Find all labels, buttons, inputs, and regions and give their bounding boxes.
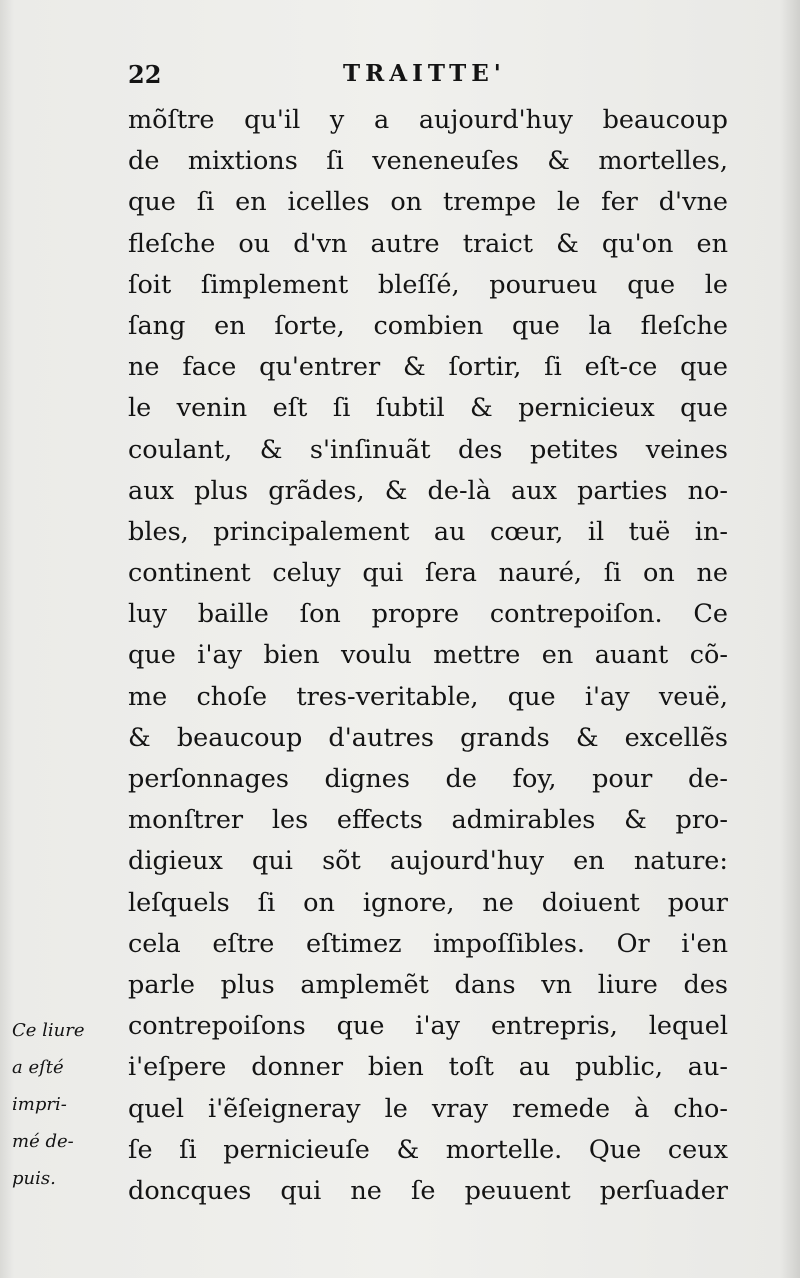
text-line: quel i'ẽſeigneray le vray remede à cho- bbox=[128, 1093, 728, 1124]
text-line: & beaucoup d'autres grands & excellẽs bbox=[128, 722, 728, 753]
text-line: ſoit ſimplement bleſſé, pourueu que le bbox=[128, 269, 728, 300]
text-line: monſtrer les effects admirables & pro- bbox=[128, 805, 728, 836]
text-line: i'eſpere donner bien toſt au public, au- bbox=[128, 1052, 728, 1083]
text-line: parle plus amplemẽt dans vn liure des bbox=[128, 969, 728, 1000]
page-header bbox=[128, 60, 728, 100]
marginal-note-line: mé de- bbox=[12, 1131, 74, 1152]
text-line: digieux qui sõt aujourd'huy en nature: bbox=[128, 846, 728, 877]
marginal-note-line: Ce liure bbox=[12, 1020, 85, 1041]
text-line: que ſi en icelles on trempe le fer d'vne bbox=[128, 187, 728, 218]
text-line: le venin eſt ſi ſubtil & pernicieux que bbox=[128, 393, 728, 424]
text-line: que i'ay bien voulu mettre en auant cõ- bbox=[128, 640, 728, 671]
text-line: me choſe tres-veritable, que i'ay veuë, bbox=[128, 681, 728, 712]
running-head: TRAITTE' bbox=[343, 60, 506, 87]
text-line: doncques qui ne ſe peuuent perſuader bbox=[128, 1175, 728, 1206]
text-line: coulant, & s'inſinuãt des petites veines bbox=[128, 434, 728, 465]
text-line: ſang en ſorte, combien que la fleſche bbox=[128, 310, 728, 341]
text-line: continent celuy qui ſera nauré, ſi on ne bbox=[128, 558, 728, 589]
text-line: bles, principalement au cœur, il tuë in- bbox=[128, 516, 728, 547]
text-line: leſquels ſi on ignore, ne doiuent pour bbox=[128, 887, 728, 918]
text-line: luy baille ſon propre contrepoiſon. Ce bbox=[128, 599, 728, 630]
text-line: ne face qu'entrer & ſortir, ſi eſt-ce que bbox=[128, 352, 728, 383]
text-line: de mixtions ſi veneneuſes & mortelles, bbox=[128, 146, 728, 177]
text-line: fleſche ou d'vn autre traict & qu'on en bbox=[128, 228, 728, 259]
text-line: aux plus grãdes, & de-là aux parties no- bbox=[128, 475, 728, 506]
text-line: contrepoiſons que i'ay entrepris, lequel bbox=[128, 1011, 728, 1042]
marginal-note-line: puis. bbox=[12, 1168, 56, 1189]
marginal-note bbox=[12, 1012, 124, 1197]
text-line: ſe ſi pernicieuſe & mortelle. Que ceux bbox=[128, 1134, 728, 1165]
marginal-note-line: impri- bbox=[12, 1094, 67, 1115]
text-line: cela eſtre eſtimez impoſſibles. Or i'en bbox=[128, 928, 728, 959]
page-number: 22 bbox=[128, 60, 162, 89]
text-line: mõſtre qu'il y a aujourd'huy beaucoup bbox=[128, 105, 728, 135]
body-text bbox=[128, 100, 728, 1212]
text-line: perſonnages dignes de foy, pour de- bbox=[128, 764, 728, 794]
marginal-note-line: a eſté bbox=[12, 1057, 64, 1078]
